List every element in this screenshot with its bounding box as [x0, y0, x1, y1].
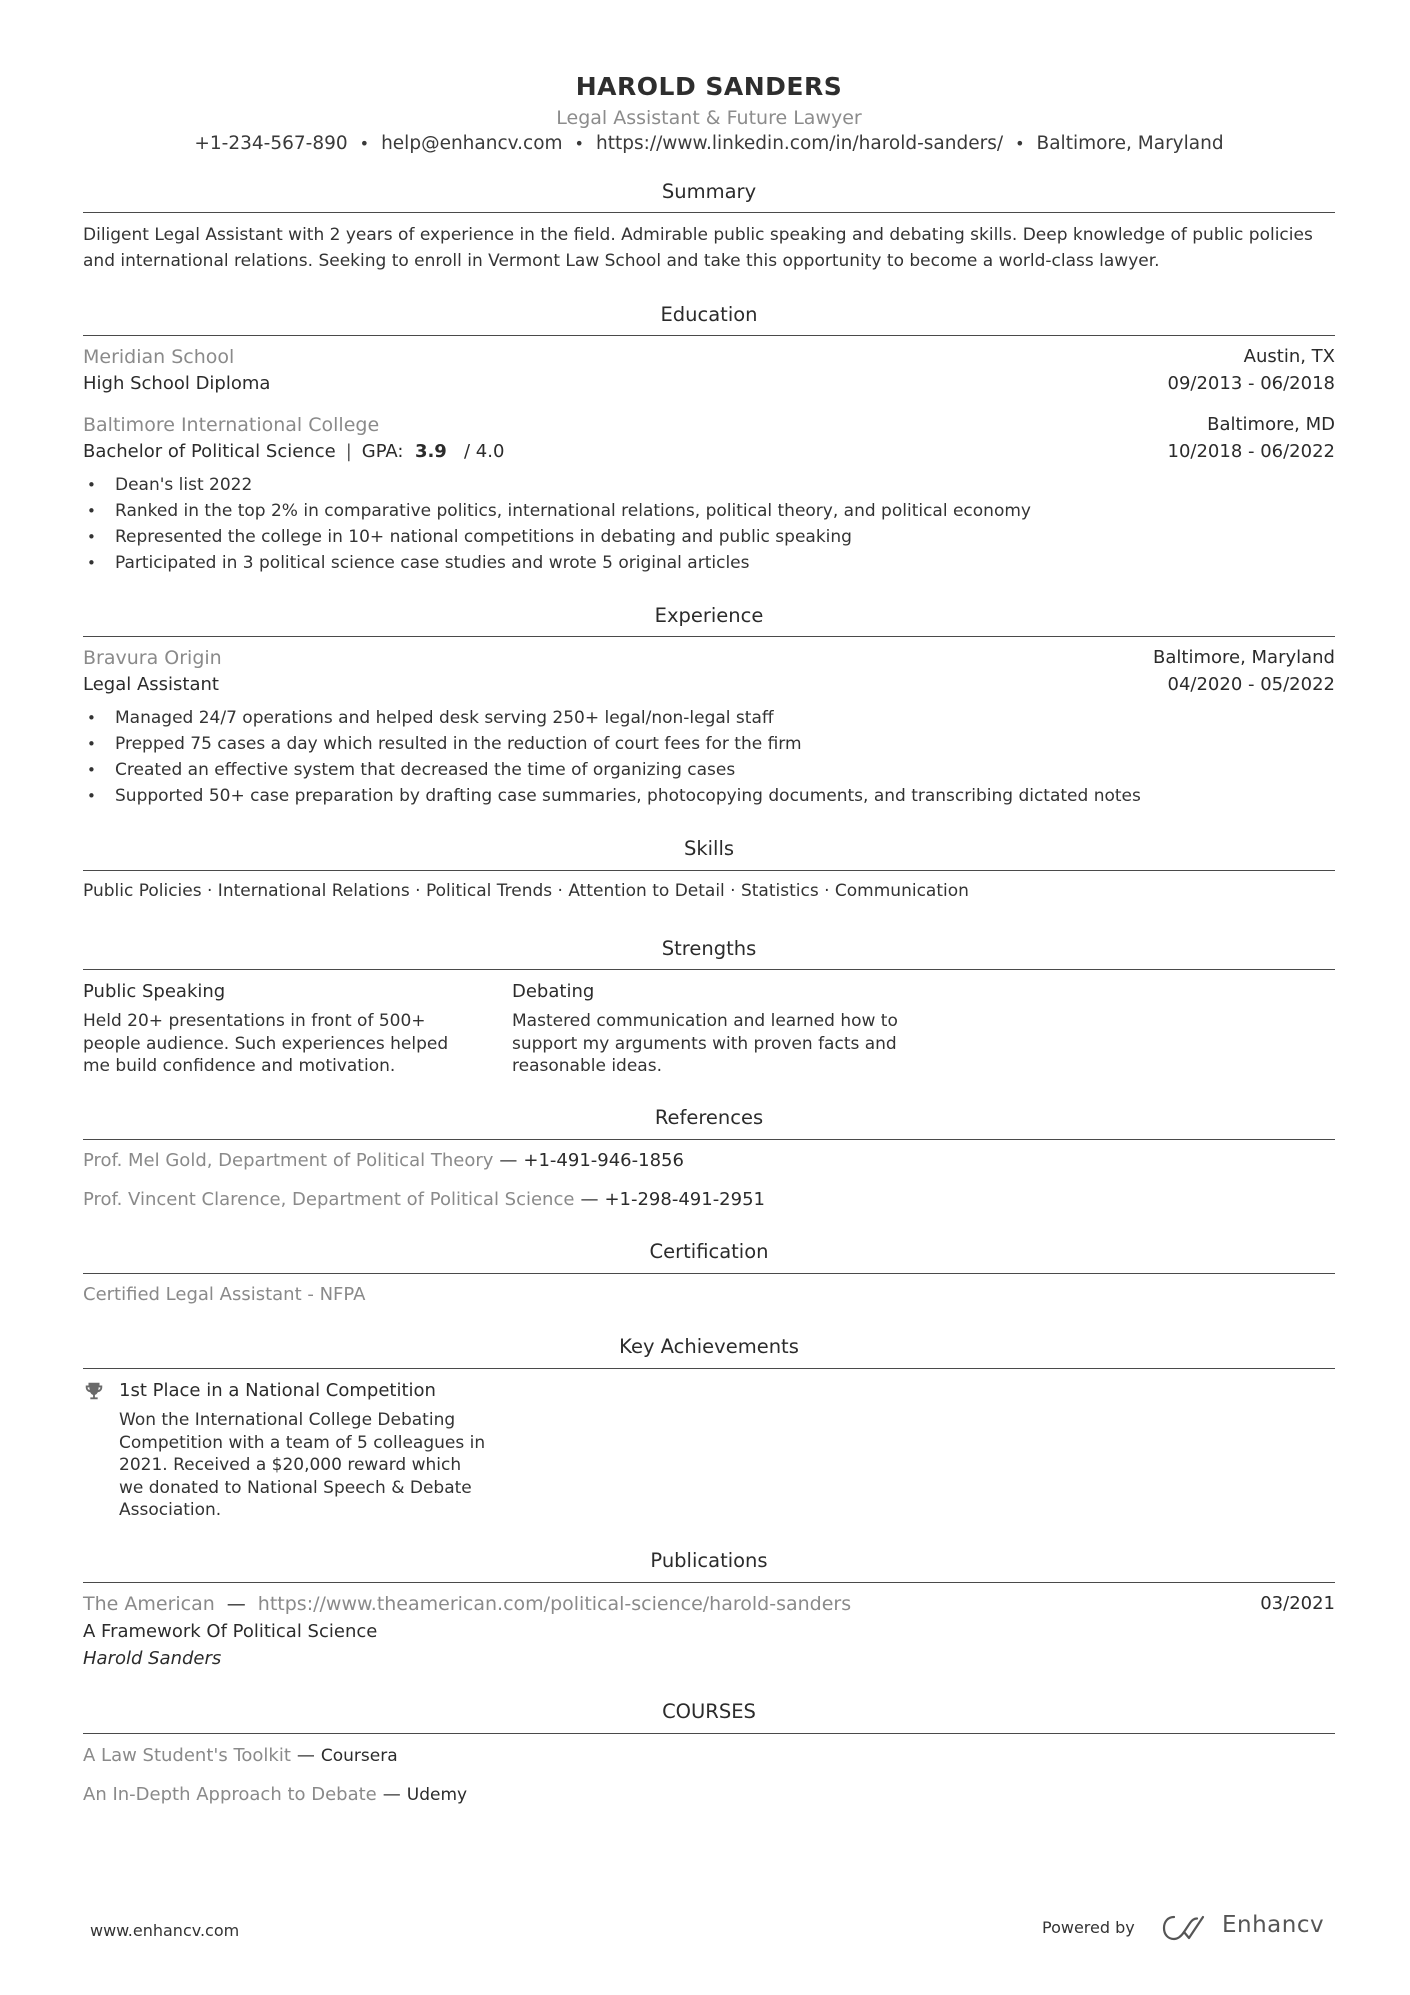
experience-company: Bravura Origin [83, 647, 222, 669]
divider [83, 1733, 1335, 1734]
education-bullets [83, 472, 1335, 576]
list-item: • Represented the college in 10+ national competitions in debating and public speaking [83, 524, 1335, 550]
list-item: • Supported 50+ case preparation by drafting case summaries, photocopying documents, and transcribing dictated notes [83, 783, 1335, 809]
summary-heading: Summary [661, 180, 757, 203]
divider [83, 1139, 1335, 1140]
references-heading: References [654, 1106, 764, 1129]
course-item: A Law Student's Toolkit — Coursera [83, 1745, 398, 1766]
experience-location: Baltimore, Maryland [1153, 647, 1335, 668]
reference-phone: +1-491-946-1856 [523, 1150, 684, 1171]
gpa-max: / 4.0 [464, 441, 505, 462]
reference-name: Prof. Vincent Clarence, Department of Political Science [83, 1189, 575, 1210]
email-link[interactable]: help@enhancv.com [381, 133, 563, 154]
strengths-heading: Strengths [661, 937, 757, 960]
publication-date: 03/2021 [1260, 1593, 1335, 1614]
gpa-value: 3.9 [414, 441, 447, 462]
list-item: • Dean's list 2022 [83, 472, 1335, 498]
divider [83, 335, 1335, 336]
location: Baltimore, Maryland [1036, 133, 1224, 154]
candidate-name: HAROLD SANDERS [575, 72, 843, 101]
education-degree-line: Bachelor of Political Science | GPA: 3.9 / 4.0 [83, 441, 505, 462]
course-provider: Udemy [406, 1785, 468, 1805]
trophy-icon [83, 1380, 105, 1402]
certification-item: Certified Legal Assistant - NFPA [83, 1284, 366, 1305]
education-dates: 10/2018 - 06/2022 [1167, 441, 1335, 462]
education-location: Austin, TX [1243, 346, 1335, 367]
achievement-desc: Won the International College Debating Competition with a team of 5 colleagues in 2021. Received a $20,000 reward which we donated to National Speech & Debate Association. [119, 1410, 486, 1520]
experience-heading: Experience [654, 604, 764, 627]
achievements-heading: Key Achievements [619, 1335, 799, 1358]
footer-website[interactable]: www.enhancv.com [90, 1921, 240, 1940]
courses-heading: COURSES [662, 1700, 756, 1723]
certification-heading: Certification [649, 1240, 769, 1263]
contact-line: +1-234-567-890 • help@enhancv.com • https://www.linkedin.com/in/harold-sanders/ • Baltimore, Maryland [194, 133, 1224, 154]
publication-publisher: The American [83, 1593, 215, 1615]
education-school: Baltimore International College [83, 414, 380, 436]
gpa-label: GPA: [361, 441, 404, 462]
strength-desc: Mastered communication and learned how to support my arguments with proven facts and reasonable ideas. [512, 1011, 898, 1076]
footer-powered-by: Powered by [1042, 1918, 1135, 1937]
summary-text: Diligent Legal Assistant with 2 years of experience in the field. Admirable public speaking and debating skills. Deep knowledge of public policies and international relations. Seeking to enroll in Vermont Law School and take this opportunity to become a world-class lawyer. [83, 225, 1313, 271]
publication-url[interactable]: https://www.theamerican.com/political-science/harold-sanders [257, 1593, 852, 1615]
list-item: • Created an effective system that decreased the time of organizing cases [83, 757, 1335, 783]
list-item: • Managed 24/7 operations and helped desk serving 250+ legal/non-legal staff [83, 705, 1335, 731]
publication-source: The American — https://www.theamerican.com/political-science/harold-sanders [83, 1593, 852, 1615]
education-degree: Bachelor of Political Science [83, 441, 336, 462]
strength-desc: Held 20+ presentations in front of 500+ people audience. Such experiences helped me build confidence and motivation. [83, 1011, 449, 1076]
education-dates: 09/2013 - 06/2018 [1167, 373, 1335, 394]
education-location: Baltimore, MD [1207, 414, 1335, 435]
experience-bullets [83, 705, 1335, 809]
divider [83, 969, 1335, 970]
skills-list: Public Policies · International Relations · Political Trends · Attention to Detail · Statistics · Communication [83, 881, 969, 901]
candidate-title: Legal Assistant & Future Lawyer [556, 107, 862, 129]
course-item: An In-Depth Approach to Debate — Udemy [83, 1784, 468, 1805]
publications-heading: Publications [650, 1549, 768, 1572]
divider [83, 870, 1335, 871]
divider [83, 1368, 1335, 1369]
list-item: • Prepped 75 cases a day which resulted in the reduction of court fees for the firm [83, 731, 1335, 757]
course-name: An In-Depth Approach to Debate [83, 1784, 377, 1805]
achievement-title: 1st Place in a National Competition [119, 1380, 436, 1401]
experience-role: Legal Assistant [83, 674, 219, 695]
education-school: Meridian School [83, 346, 235, 368]
reference-item: Prof. Mel Gold, Department of Political Theory — +1-491-946-1856 [83, 1150, 684, 1171]
enhancv-brand: Enhancv [1222, 1912, 1325, 1938]
course-name: A Law Student's Toolkit [83, 1745, 291, 1766]
reference-name: Prof. Mel Gold, Department of Political Theory [83, 1150, 494, 1171]
divider [83, 212, 1335, 213]
divider [83, 1582, 1335, 1583]
education-degree: High School Diploma [83, 373, 271, 394]
publication-author: Harold Sanders [83, 1648, 222, 1669]
divider [83, 636, 1335, 637]
list-item: • Participated in 3 political science case studies and wrote 5 original articles [83, 550, 1335, 576]
skills-heading: Skills [683, 837, 735, 860]
phone: +1-234-567-890 [194, 133, 348, 154]
education-heading: Education [660, 303, 758, 326]
experience-dates: 04/2020 - 05/2022 [1167, 674, 1335, 695]
publication-title: A Framework Of Political Science [83, 1621, 378, 1642]
strength-title: Public Speaking [83, 981, 226, 1002]
list-item: • Ranked in the top 2% in comparative politics, international relations, political theory, and political economy [83, 498, 1335, 524]
strength-title: Debating [512, 981, 595, 1002]
linkedin-link[interactable]: https://www.linkedin.com/in/harold-sanders/ [595, 133, 1004, 154]
reference-item: Prof. Vincent Clarence, Department of Political Science — +1-298-491-2951 [83, 1189, 765, 1210]
divider [83, 1273, 1335, 1274]
course-provider: Coursera [320, 1746, 398, 1766]
reference-phone: +1-298-491-2951 [604, 1189, 765, 1210]
